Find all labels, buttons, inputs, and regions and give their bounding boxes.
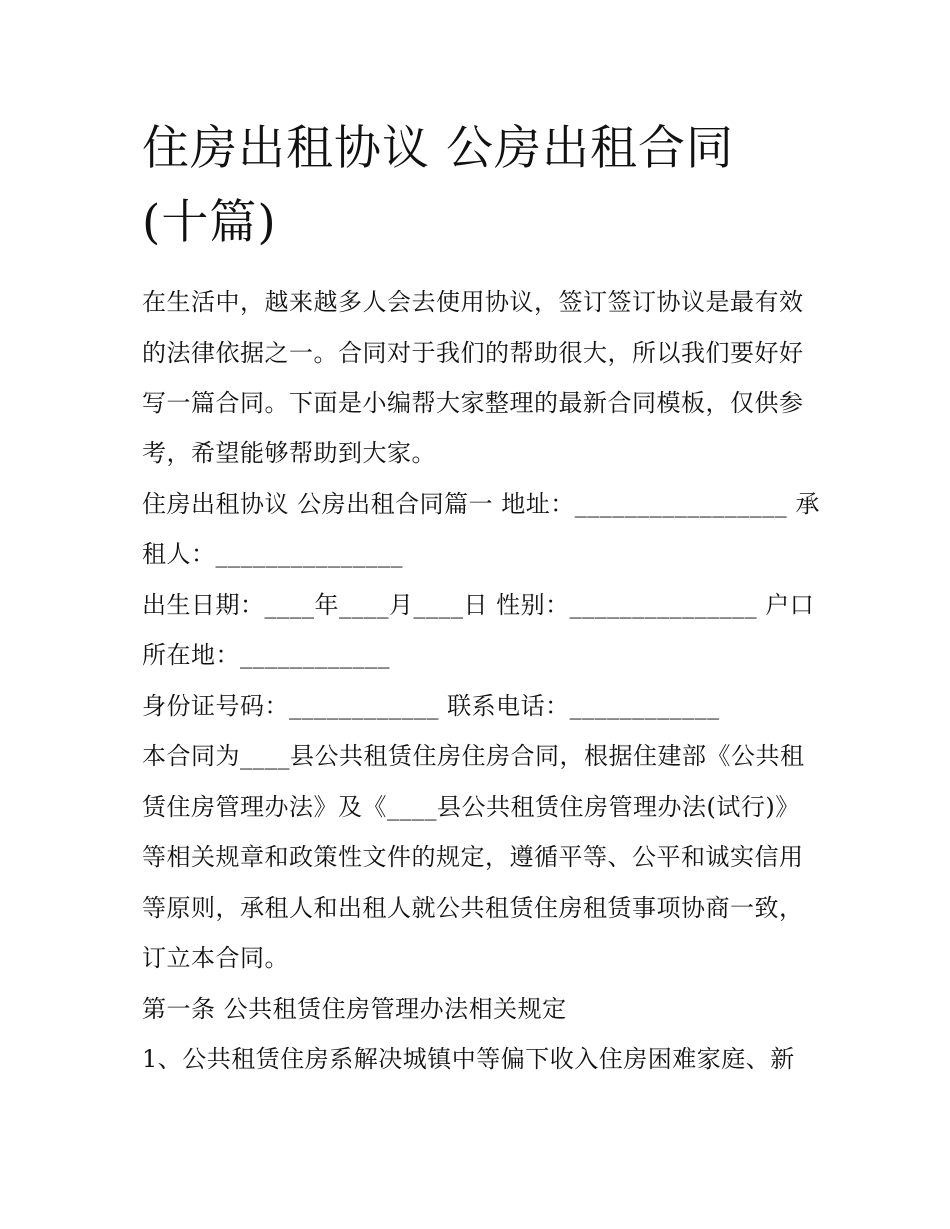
section-heading: 第一条 公共租赁住房管理办法相关规定: [142, 995, 567, 1023]
paragraph-line: 住房出租协议 公房出租合同篇一 地址：_________________ 承: [142, 490, 820, 518]
paragraph-line: 赁住房管理办法》及《____县公共租赁住房管理办法(试行)》: [142, 793, 800, 821]
paragraph-line: 出生日期：____年____月____日 性别：_______________ 户口: [142, 591, 815, 619]
paragraph-line: 租人：_______________: [142, 540, 403, 568]
paragraph-line: 订立本合同。: [142, 944, 289, 972]
title-line-2: (十篇): [142, 195, 277, 250]
paragraph-line: 1、公共租赁住房系解决城镇中等偏下收入住房困难家庭、新: [142, 1045, 795, 1073]
document-title: [142, 112, 822, 260]
paragraph-line: 本合同为____县公共租赁住房住房合同，根据住建部《公共租: [142, 742, 805, 770]
paragraph-line: 等相关规章和政策性文件的规定，遵循平等、公平和诚实信用: [142, 843, 804, 871]
paragraph-line: 身份证号码：____________ 联系电话：____________: [142, 692, 720, 720]
paragraph-line: 所在地：____________: [142, 641, 390, 669]
paragraph-line: 写一篇合同。下面是小编帮大家整理的最新合同模板，仅供参: [142, 389, 804, 417]
title-line-1: 住房出租协议 公房出租合同: [142, 121, 734, 176]
paragraph-line: 的法律依据之一。合同对于我们的帮助很大，所以我们要好好: [142, 339, 804, 367]
paragraph-line: 等原则，承租人和出租人就公共租赁住房租赁事项协商一致，: [142, 894, 804, 922]
paragraph-line: 考，希望能够帮助到大家。: [142, 439, 436, 467]
paragraph-line: 在生活中，越来越多人会去使用协议，签订签订协议是最有效: [142, 288, 804, 316]
